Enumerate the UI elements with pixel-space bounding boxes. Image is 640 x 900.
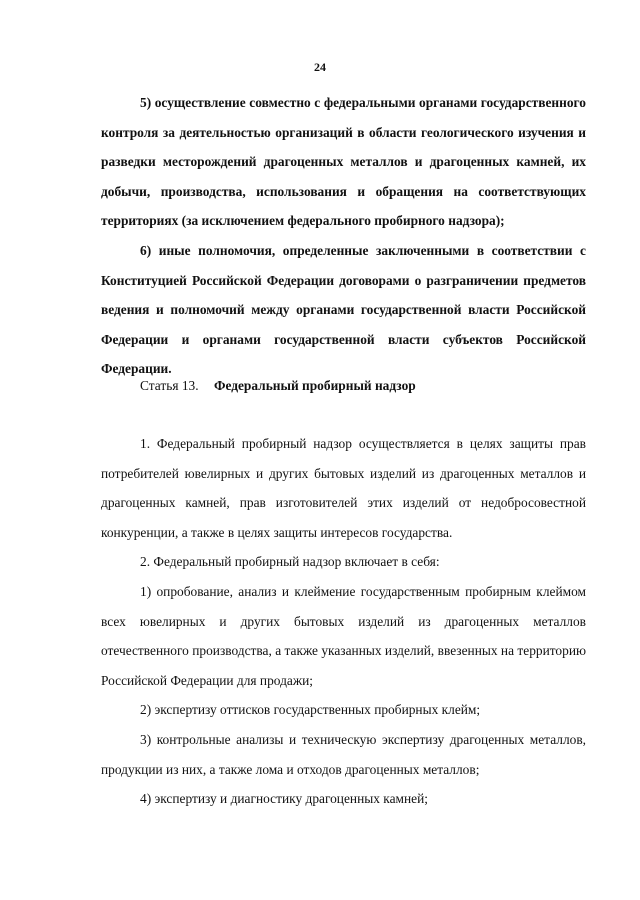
subparagraph-1: 1) опробование, анализ и клеймение государственным пробирным клеймом всех ювелирных и других бытовых изделий из драгоценных металлов отечественного производства, а также указанных изделий, ввезенных на территорию Российской Федерации для продажи; bbox=[101, 583, 586, 688]
paragraph-point-2: 2. Федеральный пробирный надзор включает в себя: bbox=[140, 554, 440, 570]
paragraph-block-top bbox=[101, 88, 586, 384]
article-title: Федеральный пробирный надзор bbox=[213, 378, 416, 393]
article-heading bbox=[140, 378, 416, 394]
subparagraph-3: 3) контрольные анализы и техническую экспертизу драгоценных металлов, продукции из них, а также лома и отходов драгоценных металлов; bbox=[101, 731, 586, 777]
subparagraph-4: 4) экспертизу и диагностику драгоценных камней; bbox=[140, 791, 429, 807]
paragraph-block-bottom bbox=[101, 429, 586, 814]
paragraph-item-6: 6) иные полномочия, определенные заключенными в соответствии с Конституцией Российской Федерации договорами о разграничении предметов ведения и полномочий между органами государственной власти Российской Федерации и органами государственной власти субъектов Российской Федерации. bbox=[101, 242, 586, 377]
page-number: 24 bbox=[314, 60, 326, 74]
subparagraph-2: 2) экспертизу оттисков государственных пробирных клейм; bbox=[140, 702, 481, 718]
paragraph-point-1: 1. Федеральный пробирный надзор осуществляется в целях защиты прав потребителей ювелирных и других бытовых изделий из драгоценных металлов и драгоценных камней, прав изготовителей этих изделий от недобросовестной конкуренции, а также в целях защиты интересов государства. bbox=[101, 436, 586, 540]
article-label: Статья 13. bbox=[140, 378, 199, 393]
paragraph-item-5: 5) осуществление совместно с федеральными органами государственного контроля за деятельностью организаций в области геологического изучения и разведки месторождений драгоценных металлов и драгоценных камней, их добычи, производства, использования и обращения на соответствующих территориях (за исключением федерального пробирного надзора); bbox=[101, 95, 586, 229]
